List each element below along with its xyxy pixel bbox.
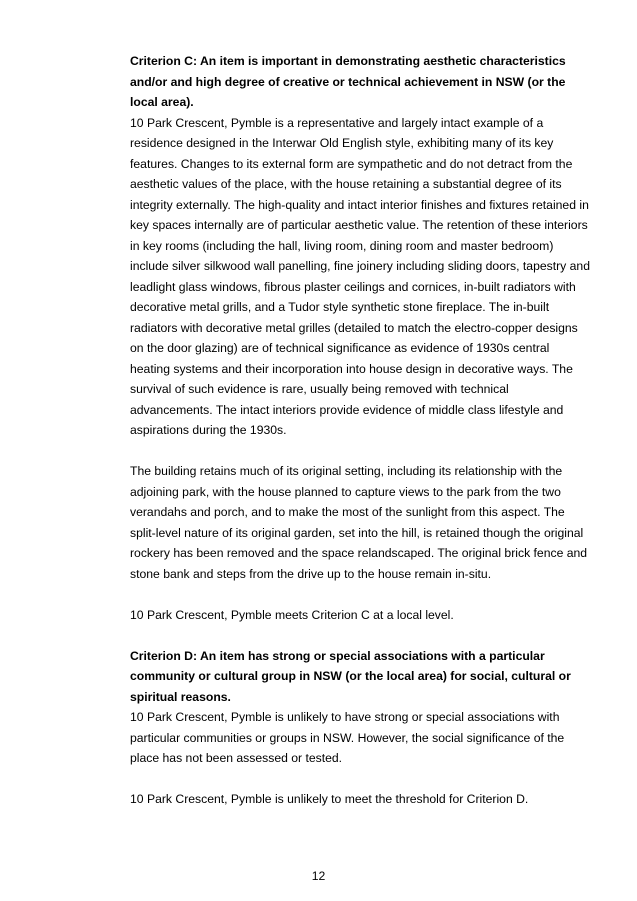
spacer [130, 769, 590, 790]
criterion-c-section [130, 51, 590, 625]
criterion-d-section [130, 646, 590, 810]
spacer [130, 625, 590, 646]
criterion-d-heading: Criterion D: An item has strong or special associations with a particular community or cultural group in NSW (or the local area) for social, cultural or spiritual reasons. [130, 648, 571, 704]
spacer [130, 584, 590, 605]
criterion-c-conclusion: 10 Park Crescent, Pymble meets Criterion C at a local level. [130, 607, 454, 622]
criterion-d-conclusion: 10 Park Crescent, Pymble is unlikely to meet the threshold for Criterion D. [130, 792, 529, 806]
criterion-d-paragraph-1: 10 Park Crescent, Pymble is unlikely to have strong or special associations with particular communities or groups in NSW. However, the social significance of the place has not been assessed or tested. [130, 710, 565, 765]
spacer [130, 441, 590, 462]
criterion-c-heading: Criterion C: An item is important in demonstrating aesthetic characteristics and/or and high degree of creative or technical achievement in NSW (or the local area). [130, 54, 566, 109]
criterion-c-paragraph-1: 10 Park Crescent, Pymble is a representative and largely intact example of a residence designed in the Interwar Old English style, exhibiting many of its key features. Changes to its external form are sympathetic and do not detract from the aesthetic values of the place, with the house retaining a substantial degree of its integrity externally. The high-quality and intact interior finishes and fixtures retained in key spaces internally are of particular aesthetic value. The retention of these interiors in key rooms (including the hall, living room, dining room and master bedroom) include silver silkwood wall panelling, fine joinery including sliding doors, tapestry and leadlight glass windows, fibrous plaster ceilings and cornices, in-built radiators with decorative metal grills, and a Tudor style synthetic stone fireplace. The in-built radiators with decorative metal grilles (detailed to match the electro-copper designs on the door glazing) are of technical significance as evidence of 1930s central heating systems and their incorporation into house design in decorative ways. The survival of such evidence is rare, usually being removed with technical advancements. The intact interiors provide evidence of middle class lifestyle and aspirations during the 1930s. [130, 115, 590, 437]
page-body [130, 51, 590, 810]
page-number: 12 [311, 869, 326, 883]
criterion-c-paragraph-2: The building retains much of its original setting, including its relationship with the adjoining park, with the house planned to capture views to the park from the two verandahs and porch, and to make the most of the sunlight from this aspect. The split-level nature of its original garden, set into the hill, is retained though the original rockery has been removed and the space relandscaped. The original brick fence and stone bank and steps from the drive up to the house remain in-situ. [130, 464, 588, 581]
